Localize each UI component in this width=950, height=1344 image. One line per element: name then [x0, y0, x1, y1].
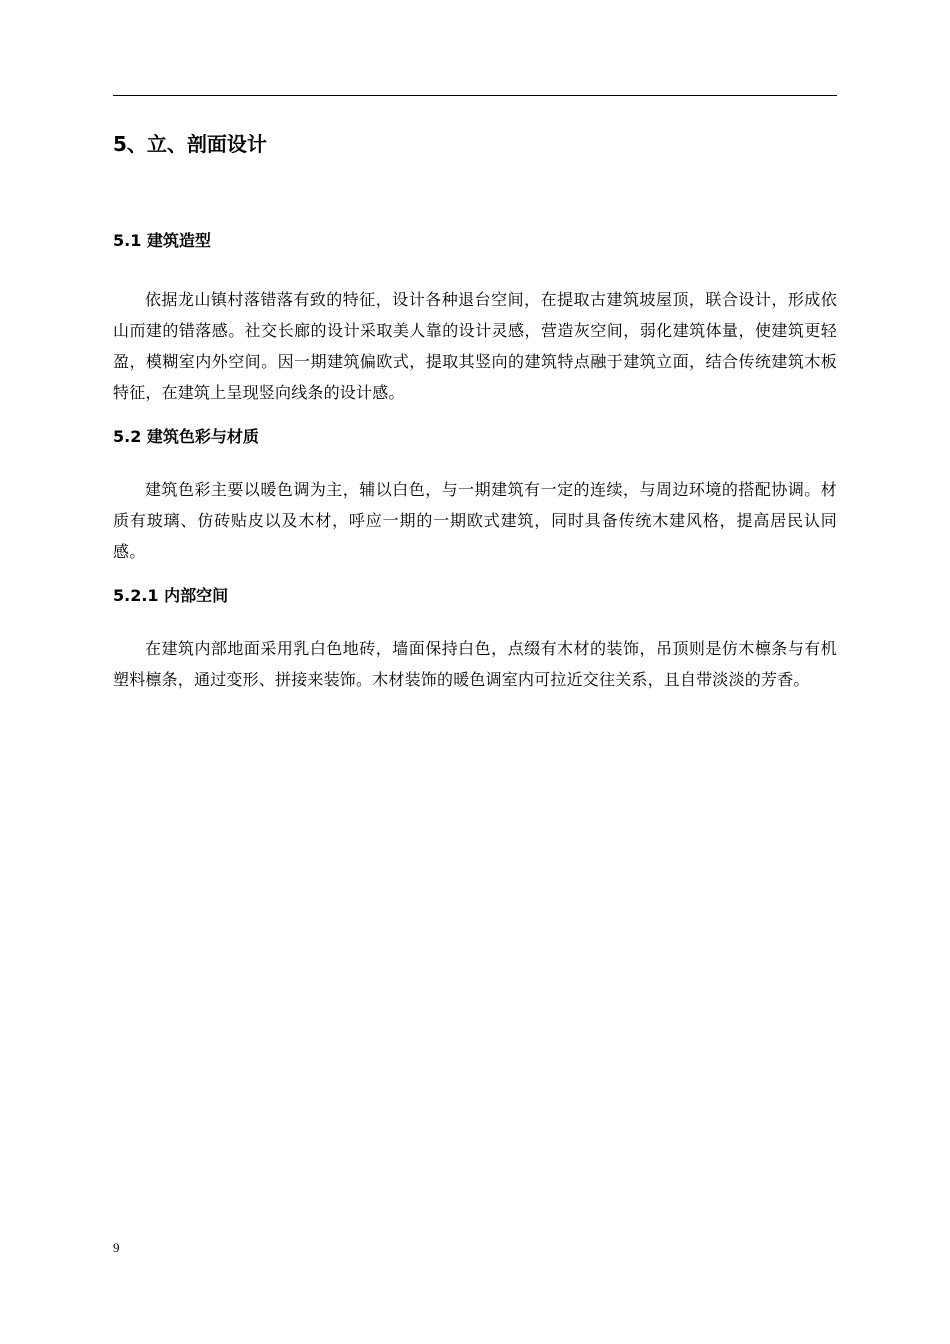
main-heading: 5、立、剖面设计: [113, 132, 267, 156]
section-heading-5-2-1: 5.2.1 内部空间: [113, 586, 229, 605]
paragraph-5-2: 建筑色彩主要以暖色调为主，辅以白色，与一期建筑有一定的连续，与周边环境的搭配协调。材质有玻璃、仿砖贴皮以及木材，呼应一期的一期欧式建筑，同时具备传统木建风格，提高居民认同感。: [113, 480, 837, 561]
paragraph-5-1: 依据龙山镇村落错落有致的特征，设计各种退台空间，在提取古建筑坡屋顶，联合设计，形成依山而建的错落感。社交长廊的设计采取美人靠的设计灵感，营造灰空间，弱化建筑体量，使建筑更轻盈，模糊室内外空间。因一期建筑偏欧式，提取其竖向的建筑特点融于建筑立面，结合传统建筑木板特征，在建筑上呈现竖向线条的设计感。: [113, 290, 837, 402]
page-content: [113, 124, 837, 695]
header-rule: [113, 95, 837, 96]
page-number: 9: [113, 1240, 120, 1255]
paragraph-5-2-1: 在建筑内部地面采用乳白色地砖，墙面保持白色，点缀有木材的装饰，吊顶则是仿木檩条与有机塑料檩条，通过变形、拼接来装饰。木材装饰的暖色调室内可拉近交往关系，且自带淡淡的芳香。: [113, 639, 837, 689]
section-heading-5-2: 5.2 建筑色彩与材质: [113, 427, 259, 446]
section-heading-5-1: 5.1 建筑造型: [113, 231, 211, 250]
